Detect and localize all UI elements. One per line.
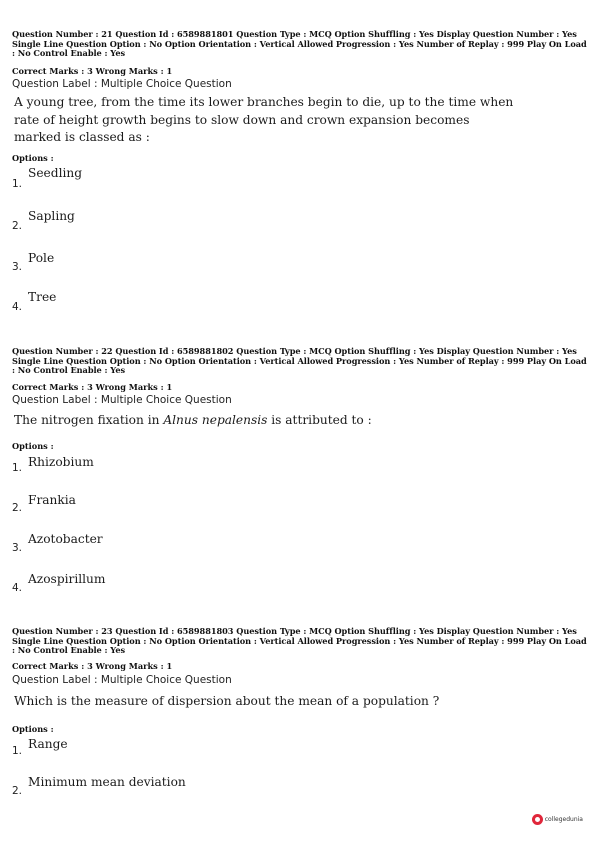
- question-22-label: Question Label : Multiple Choice Question: [12, 394, 232, 406]
- question-23-meta: Question Number : 23 Question Id : 6589881803 Question Type : MCQ Option Shuffling : Yes Display Question Number : Yes Single Line Question Option : No Option Orientation : Vertical Allowed Progression : Yes Number of Replay : 999 Play On Load : No Control Enable : Yes: [12, 626, 587, 656]
- question-22-text-start: The nitrogen fixation in: [14, 413, 164, 427]
- q22-option-1-text: Rhizobium: [28, 455, 94, 469]
- question-22-scientific-name: Alnus nepalensis: [163, 413, 268, 427]
- q23-option-2-text: Minimum mean deviation: [28, 775, 186, 789]
- q22-option-3-text: Azotobacter: [28, 532, 103, 546]
- q23-option-1-number: 1.: [12, 745, 23, 757]
- question-21-meta: Question Number : 21 Question Id : 6589881801 Question Type : MCQ Option Shuffling : Yes Display Question Number : Yes Single Line Question Option : No Option Orientation : Vertical Allowed Progression : Yes Number of Replay : 999 Play On Load : No Control Enable : Yes: [12, 29, 587, 59]
- q23-option-1-text: Range: [28, 737, 68, 751]
- question-22-meta: Question Number : 22 Question Id : 6589881802 Question Type : MCQ Option Shuffling : Yes Display Question Number : Yes Single Line Question Option : No Option Orientation : Vertical Allowed Progression : Yes Number of Replay : 999 Play On Load : No Control Enable : Yes: [12, 346, 587, 376]
- q21-option-4-number: 4.: [12, 301, 23, 313]
- q21-option-4-text: Tree: [28, 290, 57, 304]
- q21-option-2-text: Sapling: [28, 209, 75, 223]
- collegedunia-logo-text: collegedunia: [544, 816, 583, 823]
- question-23-options-header: Options :: [12, 724, 54, 734]
- q21-option-1-number: 1.: [12, 178, 23, 190]
- question-21-text: A young tree, from the time its lower branches begin to die, up to the time when rate of height growth begins to slow down and crown expansion becomes marked is classed as :: [14, 95, 514, 144]
- q23-option-2-number: 2.: [12, 785, 23, 797]
- question-23-label: Question Label : Multiple Choice Question: [12, 674, 232, 686]
- question-22-text: [14, 412, 514, 430]
- collegedunia-logo-icon: [532, 814, 543, 825]
- q22-option-2-number: 2.: [12, 502, 23, 514]
- question-23-marks: Correct Marks : 3 Wrong Marks : 1: [12, 661, 173, 671]
- question-21-label: Question Label : Multiple Choice Question: [12, 78, 232, 90]
- q22-option-4-text: Azospirillum: [28, 572, 106, 586]
- q22-option-4-number: 4.: [12, 582, 23, 594]
- q22-option-3-number: 3.: [12, 542, 23, 554]
- q22-option-1-number: 1.: [12, 462, 23, 474]
- q21-option-2-number: 2.: [12, 220, 23, 232]
- question-22-options-header: Options :: [12, 441, 54, 451]
- question-22-text-end: is attributed to :: [267, 413, 372, 427]
- question-21-options-header: Options :: [12, 153, 54, 163]
- q21-option-1-text: Seedling: [28, 166, 83, 180]
- q21-option-3-text: Pole: [28, 251, 55, 265]
- question-22-marks: Correct Marks : 3 Wrong Marks : 1: [12, 382, 173, 392]
- question-21-marks: Correct Marks : 3 Wrong Marks : 1: [12, 66, 173, 76]
- collegedunia-logo: [532, 814, 583, 825]
- q22-option-2-text: Frankia: [28, 493, 76, 507]
- q21-option-3-number: 3.: [12, 261, 23, 273]
- question-23-text: Which is the measure of dispersion about the mean of a population ?: [14, 694, 440, 708]
